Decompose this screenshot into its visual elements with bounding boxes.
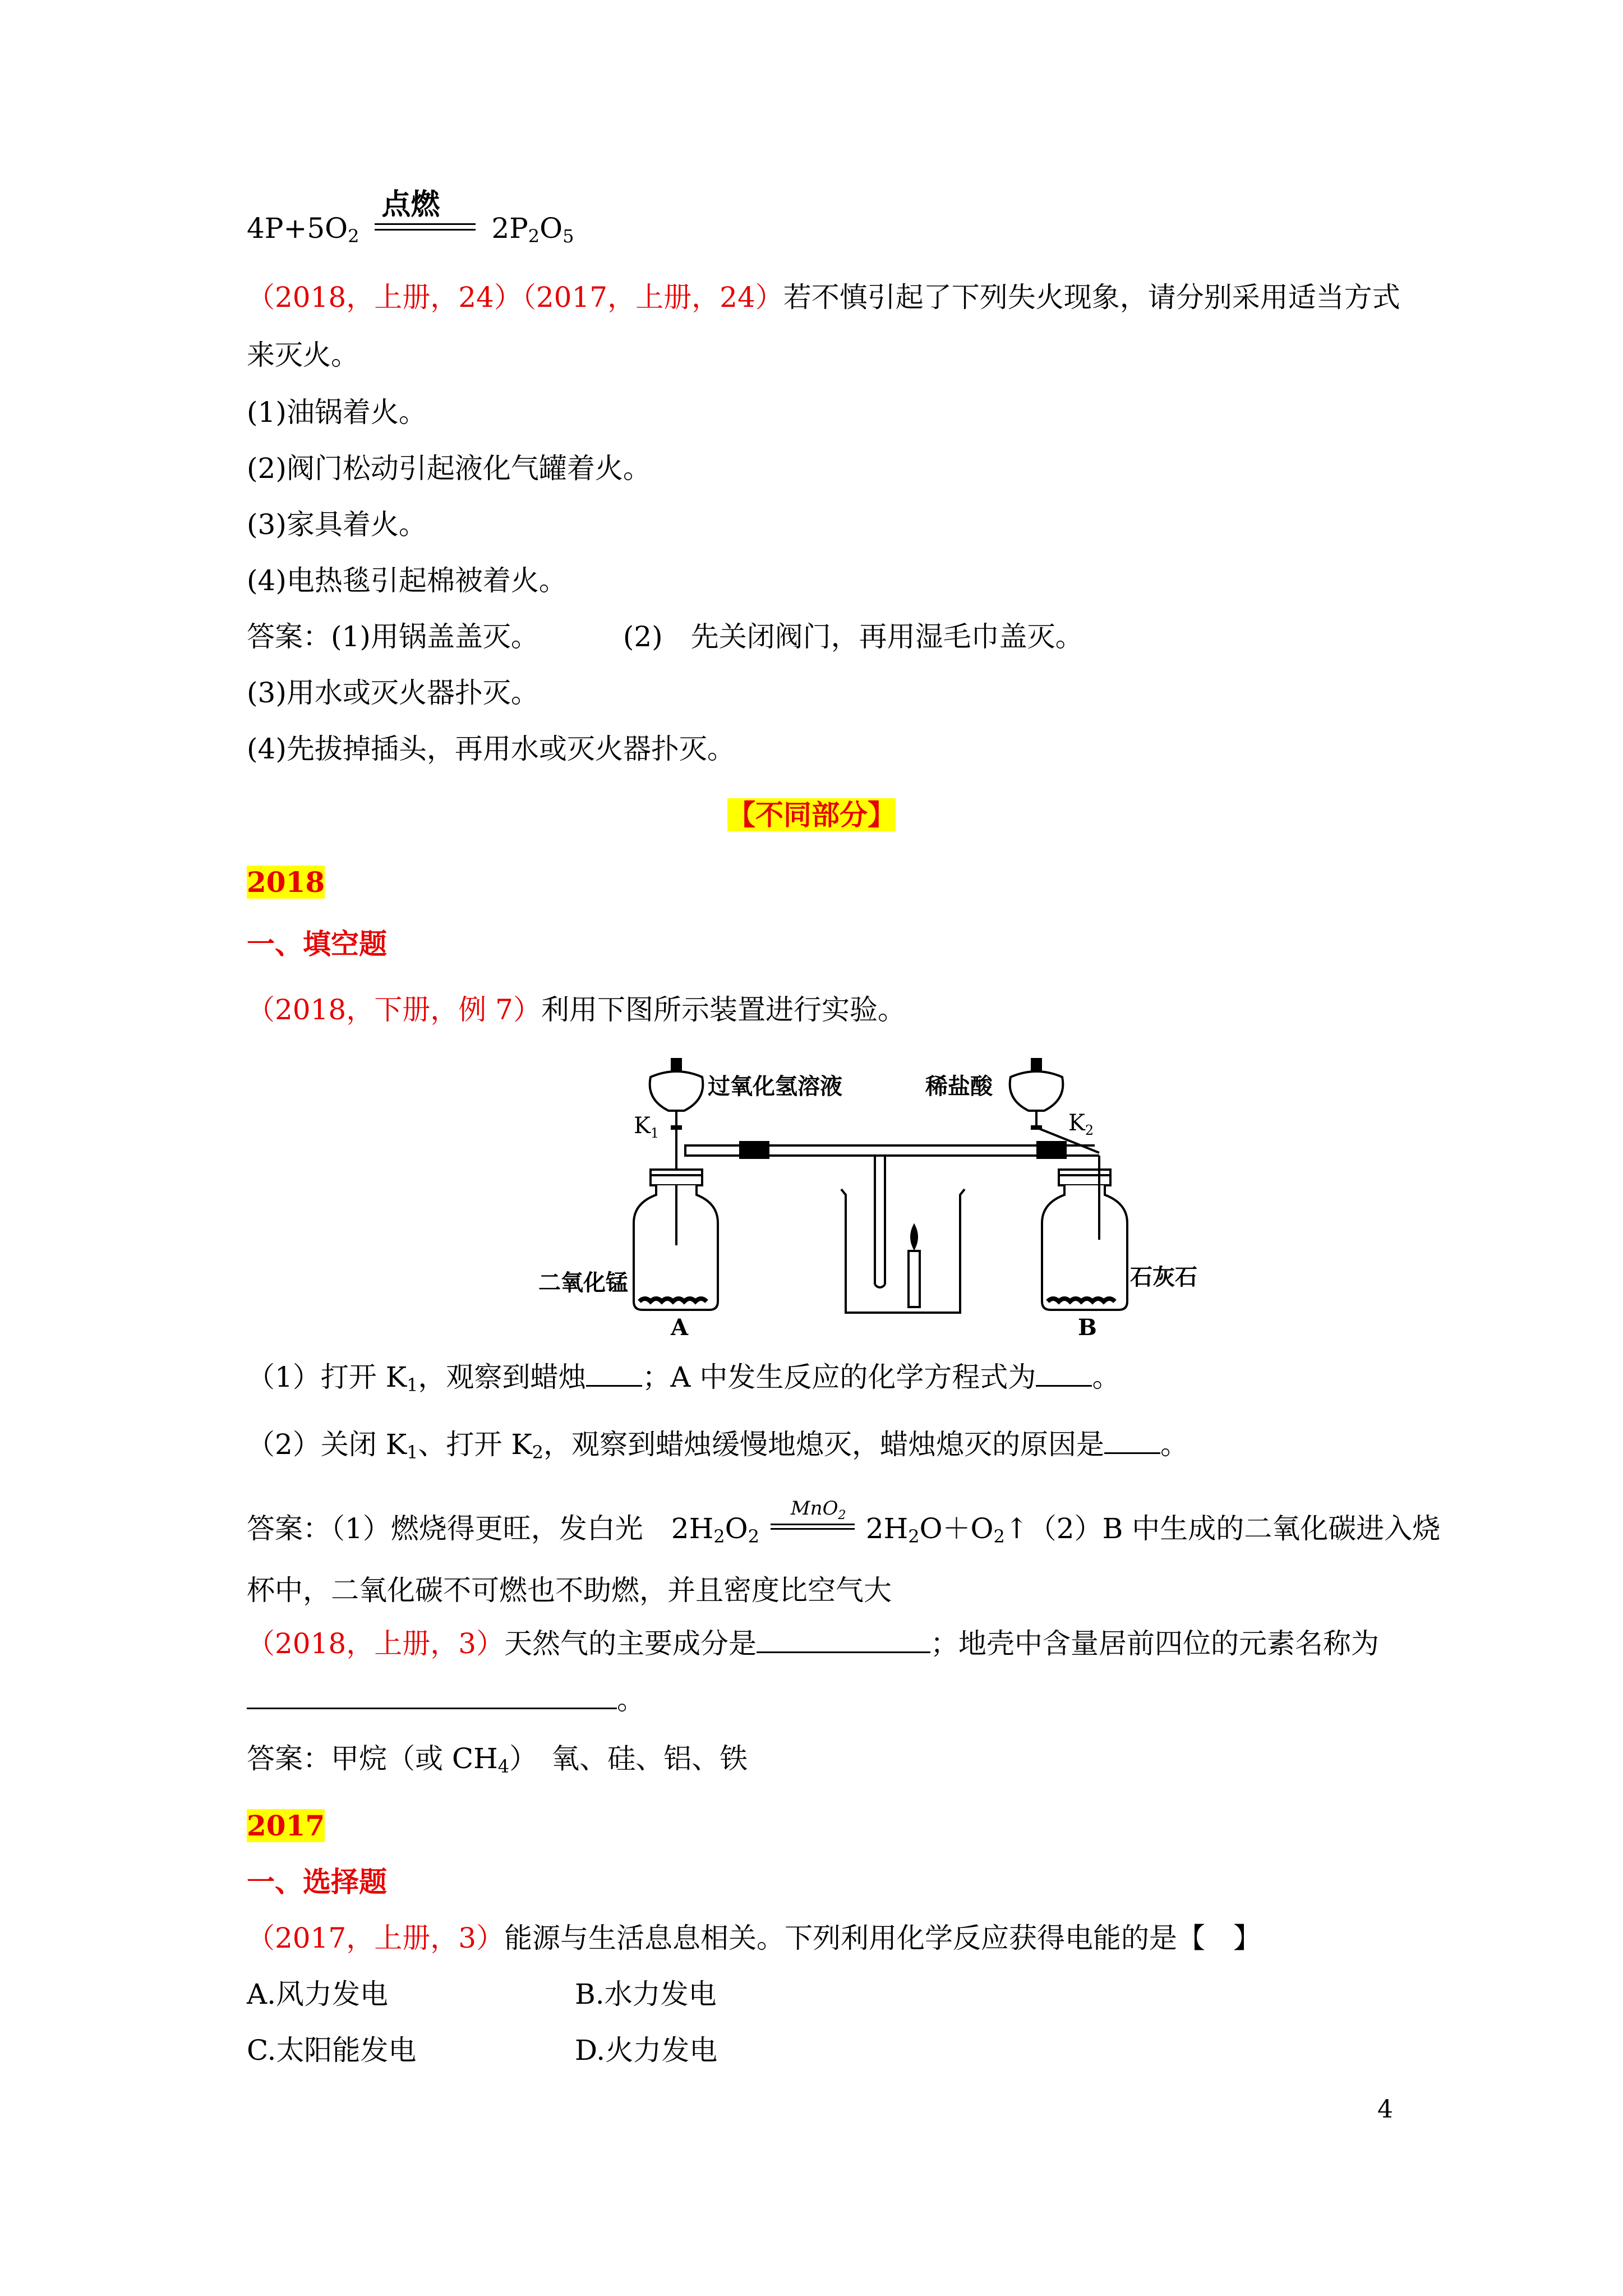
choice-heading: 一、选择题 — [247, 1865, 387, 1898]
bottle-a — [634, 1170, 718, 1310]
choice-row-1 — [247, 1975, 717, 2014]
apparatus-figure — [538, 1055, 1197, 1341]
answer-blank[interactable] — [586, 1360, 642, 1387]
label-mno2: 二氧化锰 — [538, 1270, 628, 1296]
q7-answer-cont: 杯中，二氧化碳不可燃也不助燃，并且密度比空气大 — [247, 1574, 892, 1607]
option-a[interactable]: A.风力发电 — [247, 1978, 389, 2010]
answer-blank[interactable] — [247, 1683, 617, 1709]
question-natural-gas: （2018，上册，3）天然气的主要成分是 ；地壳中含量居前四位的元素名称为 — [247, 1627, 1380, 1660]
answer-blank[interactable] — [1104, 1428, 1160, 1454]
option-b[interactable]: B.水力发电 — [575, 1978, 717, 2010]
label-k2: $K_2$ — [1068, 1110, 1094, 1138]
label-caco3: 石灰石 — [1130, 1264, 1197, 1290]
section-title: 【不同部分】 — [727, 798, 896, 831]
fire-item-4: (4)电热毯引起棉被着火。 — [247, 564, 567, 597]
option-d[interactable]: D.火力发电 — [575, 2034, 718, 2067]
label-h2o2: 过氧化氢溶液 — [708, 1074, 842, 1099]
option-c[interactable]: C.太阳能发电 — [247, 2034, 417, 2067]
question-natural-gas-cont: 。 — [247, 1680, 645, 1719]
q7-part-1: （1）打开 $K_1$，观察到蜡烛 ；A 中发生反应的化学方程式为 。 — [247, 1361, 1121, 1396]
answer-blank[interactable] — [757, 1627, 930, 1653]
label-k1: $K_1$ — [634, 1113, 660, 1141]
page-number: 4 — [1377, 2095, 1393, 2124]
fill-blank-heading: 一、填空题 — [247, 927, 387, 960]
question-fire-cont: 来灭火。 — [247, 339, 359, 371]
fire-item-1: (1)油锅着火。 — [247, 396, 427, 429]
equation-phosphorus: $4P+5O_2$ 点燃 $2P_2O_5$ — [247, 209, 574, 256]
fire-item-3: (3)家具着火。 — [247, 508, 427, 541]
fire-answer-1: 答案：(1)用锅盖盖灭。 (2) 先关闭阀门，再用湿毛巾盖灭。 — [247, 620, 1083, 653]
fire-answer-4: (4)先拔掉插头，再用水或灭火器扑灭。 — [247, 733, 735, 765]
question-example-7: （2018，下册，例 7）利用下图所示装置进行实验。 — [247, 993, 906, 1026]
question-source: （2018，上册，24）（2017，上册，24） — [247, 281, 783, 314]
question-energy: （2017，上册，3）能源与生活息息相关。下列利用化学反应获得电能的是【 】 — [247, 1922, 1262, 1954]
label-hcl: 稀盐酸 — [925, 1074, 993, 1099]
fire-item-2: (2)阀门松动引起液化气罐着火。 — [247, 452, 651, 485]
year-2017: 2017 — [247, 1809, 325, 1842]
reaction-condition: 点燃 — [381, 188, 440, 222]
year-2018: 2018 — [247, 866, 325, 899]
label-b: B — [1078, 1314, 1097, 1341]
fire-answer-3: (3)用水或灭火器扑灭。 — [247, 677, 539, 709]
answer-blank[interactable] — [1036, 1360, 1092, 1387]
natural-gas-answer: 答案：甲烷（或 $CH_4$） 氧、硅、铝、铁 — [247, 1742, 748, 1777]
choice-row-2 — [247, 2031, 717, 2070]
q7-answer: 答案：（1）燃烧得更旺，发白光 $2H_2O_2$ MnO$_2$ $2H_2O+O_2↑(2)B$ 中生成的二氧化碳进入烧 — [247, 1497, 1441, 1547]
q7-part-2: （2）关闭 $K_1$、打开 $K_2$，观察到蜡烛缓慢地熄灭，蜡烛熄灭的原因是 。 — [247, 1428, 1189, 1463]
separatory-funnel-b — [1010, 1059, 1099, 1153]
bottle-b — [1042, 1156, 1127, 1310]
beaker — [841, 1189, 965, 1313]
label-a: A — [671, 1314, 689, 1341]
question-fire: （2018，上册，24）（2017，上册，24）若不慎引起了下列失火现象，请分别采用适当方式 — [247, 281, 1400, 314]
